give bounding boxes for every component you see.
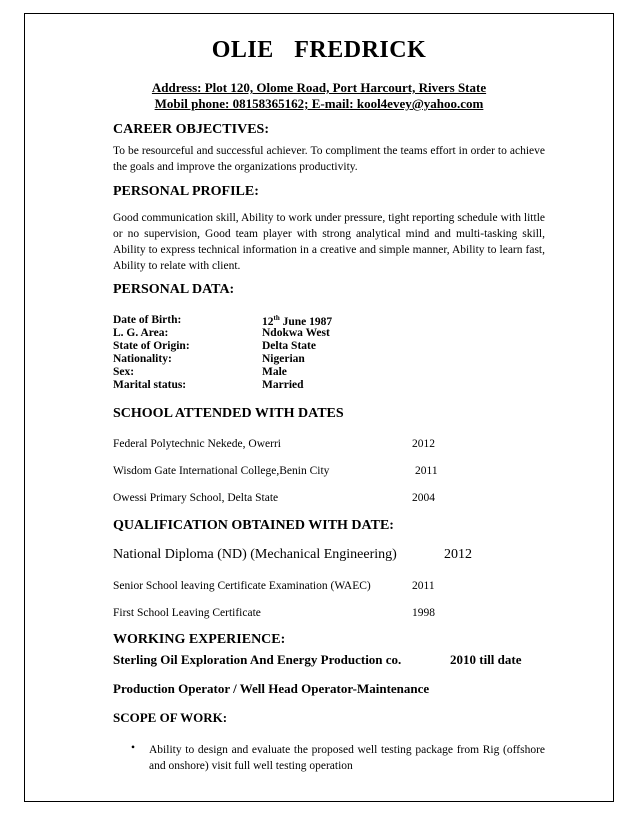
school-name: Wisdom Gate International College,Benin City bbox=[113, 465, 330, 477]
qualification-year: 2012 bbox=[444, 547, 472, 562]
personal-data-value: Married bbox=[262, 379, 304, 391]
personal-data-value: Male bbox=[262, 366, 287, 378]
personal-data-label: Nationality: bbox=[113, 353, 172, 365]
qualification-name: National Diploma (ND) (Mechanical Engineering) bbox=[113, 547, 397, 562]
scope-of-work-heading: SCOPE OF WORK: bbox=[113, 710, 228, 725]
personal-data-label: Sex: bbox=[113, 366, 135, 378]
personal-data-label: Marital status: bbox=[113, 379, 187, 391]
schools-heading: SCHOOL ATTENDED WITH DATES bbox=[113, 406, 344, 421]
bullet-icon: • bbox=[131, 742, 136, 754]
personal-data-value: Ndokwa West bbox=[262, 327, 330, 339]
career-objectives-text: To be resourceful and successful achiever. To compliment the teams effort in order to achieve the goals and improve the organizations productivity. bbox=[113, 145, 545, 173]
employment-period: 2010 till date bbox=[450, 652, 522, 667]
school-year: 2012 bbox=[412, 438, 435, 450]
qualification-item bbox=[113, 607, 435, 619]
school-item bbox=[113, 438, 435, 450]
qualification-item bbox=[113, 547, 472, 563]
work-experience-heading: WORKING EXPERIENCE: bbox=[113, 632, 286, 647]
career-objectives-heading: CAREER OBJECTIVES: bbox=[113, 122, 269, 137]
personal-data-row bbox=[113, 353, 305, 365]
applicant-name: OLIE FREDRICK bbox=[211, 37, 427, 63]
scope-item: Ability to design and evaluate the proposed well testing package from Rig (offshore and onshore) visit full well testing operation bbox=[149, 744, 545, 772]
qualification-year: 2011 bbox=[412, 580, 435, 592]
personal-data-label: State of Origin: bbox=[113, 340, 190, 352]
address-line: Address: Plot 120, Olome Road, Port Harcourt, Rivers State bbox=[151, 80, 487, 95]
personal-data-value: 12th June 1987 bbox=[262, 314, 333, 328]
personal-profile-heading: PERSONAL PROFILE: bbox=[113, 184, 259, 199]
personal-data-value: Delta State bbox=[262, 340, 316, 352]
school-year: 2011 bbox=[415, 465, 438, 477]
school-item bbox=[113, 492, 435, 504]
personal-data-row bbox=[113, 314, 333, 328]
school-year: 2004 bbox=[412, 492, 435, 504]
personal-data-row bbox=[113, 327, 330, 339]
personal-profile-text: Good communication skill, Ability to work under pressure, tight reporting schedule with little or no supervision, Good team player with strong analytical mind and multi-tasking skill, Ability to express technical information in a creative and simple manner, Ability to learn fast, Ability to relate with client. bbox=[113, 212, 545, 272]
personal-data-label: Date of Birth: bbox=[113, 314, 182, 326]
job-role: Production Operator / Well Head Operator-Maintenance bbox=[113, 681, 430, 696]
personal-data-label: L. G. Area: bbox=[113, 327, 169, 339]
qualification-name: Senior School leaving Certificate Examination (WAEC) bbox=[113, 580, 371, 592]
personal-data-value: Nigerian bbox=[262, 353, 305, 365]
qualification-year: 1998 bbox=[412, 607, 435, 619]
personal-data-row bbox=[113, 340, 316, 352]
qualifications-heading: QUALIFICATION OBTAINED WITH DATE: bbox=[113, 518, 394, 533]
school-name: Federal Polytechnic Nekede, Owerri bbox=[113, 438, 281, 450]
personal-data-row bbox=[113, 379, 304, 391]
employer-row bbox=[113, 652, 522, 668]
qualification-item bbox=[113, 580, 435, 592]
employer-name: Sterling Oil Exploration And Energy Production co. bbox=[113, 652, 402, 667]
personal-data-row bbox=[113, 366, 287, 378]
school-item bbox=[113, 465, 438, 477]
contact-line: Mobil phone: 08158365162; E-mail: kool4evey@yahoo.com bbox=[154, 96, 484, 111]
qualification-name: First School Leaving Certificate bbox=[113, 607, 261, 619]
school-name: Owessi Primary School, Delta State bbox=[113, 492, 279, 504]
personal-data-heading: PERSONAL DATA: bbox=[113, 282, 235, 297]
